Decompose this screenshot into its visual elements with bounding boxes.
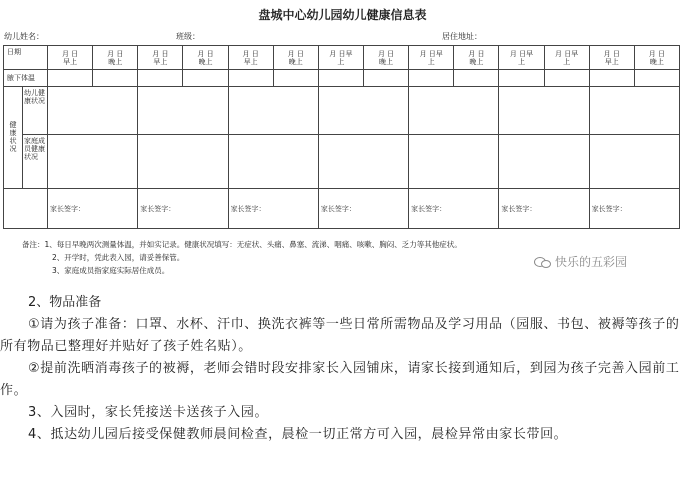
date-cell: 月 日 早上 <box>48 46 93 70</box>
paragraph-3: 3、入园时，家长凭接送卡送孩子入园。 <box>28 405 269 420</box>
temperature-label: 腋下体温 <box>4 70 48 87</box>
child-health-row <box>4 87 680 135</box>
date-cell: 月 日早 上 <box>318 46 363 70</box>
date-cell: 月 日早 上 <box>409 46 454 70</box>
date-cell: 月 日 早上 <box>138 46 183 70</box>
note-2: 2、开学时，凭此表入园，请妥善保管。 <box>52 253 185 262</box>
note-1: 备注：1、每日早晚两次测量体温，并如实记录。健康状况填写：无症状、头痛、鼻塞、流涕、咽痛、咳嗽、胸闷、乏力等其他症状。 <box>22 240 462 249</box>
watermark-text: 快乐的五彩园 <box>555 255 628 269</box>
wechat-icon <box>534 256 552 268</box>
signature-row <box>4 189 680 229</box>
note-3: 3、家庭成员指家庭实际居住成员。 <box>52 266 170 275</box>
parent-signature: 家长签字： <box>228 189 318 229</box>
parent-signature: 家长签字： <box>138 189 228 229</box>
paragraph-4: 4、抵达幼儿园后接受保健教师晨间检查，晨检一切正常方可入园，晨检异常由家长带回。 <box>28 427 568 442</box>
date-cell: 月 日 晚上 <box>363 46 408 70</box>
date-cell: 月 日早 上 <box>544 46 589 70</box>
paragraph-2: ②提前洗晒消毒孩子的被褥，老师会错时段安排家长入园铺床，请家长接到通知后，到园为孩子完善入园前工作。 <box>0 361 680 398</box>
article-body <box>0 292 685 446</box>
date-cell: 月 日 晚上 <box>634 46 679 70</box>
family-health-row <box>4 135 680 189</box>
temperature-row <box>4 70 680 87</box>
section-heading: 2、物品准备 <box>28 295 102 310</box>
date-cell: 月 日 早上 <box>589 46 634 70</box>
health-table <box>3 45 680 229</box>
paragraph-1: ①请为孩子准备：口罩、水杯、汗巾、换洗衣裤等一些日常所需物品及学习用品（园服、书包、被褥等孩子的所有物品已整理好并贴好了孩子姓名贴）。 <box>0 317 680 354</box>
parent-signature: 家长签字： <box>499 189 589 229</box>
watermark <box>534 253 627 270</box>
form-info-row <box>4 30 680 44</box>
parent-signature: 家长签字： <box>409 189 499 229</box>
child-name-label: 幼儿姓名： <box>4 32 44 41</box>
date-label: 日期 <box>4 46 48 70</box>
date-cell: 月 日 晚上 <box>93 46 138 70</box>
parent-signature: 家长签字： <box>318 189 408 229</box>
form-title: 盘城中心幼儿园幼儿健康信息表 <box>258 8 427 22</box>
class-label: 班级： <box>176 32 200 41</box>
date-cell: 月 日 早上 <box>228 46 273 70</box>
date-cell: 月 日早 上 <box>499 46 544 70</box>
family-health-label: 家庭成员健康状况 <box>23 135 48 189</box>
date-cell: 月 日 晚上 <box>273 46 318 70</box>
date-row <box>4 46 680 70</box>
address-label: 居住地址： <box>442 32 482 41</box>
parent-signature: 家长签字： <box>48 189 138 229</box>
date-cell: 月 日 晚上 <box>183 46 228 70</box>
child-health-label: 幼儿健康状况 <box>23 87 48 135</box>
parent-signature: 家长签字： <box>589 189 679 229</box>
date-cell: 月 日 晚上 <box>454 46 499 70</box>
health-status-label: 健康状况 <box>9 120 17 153</box>
